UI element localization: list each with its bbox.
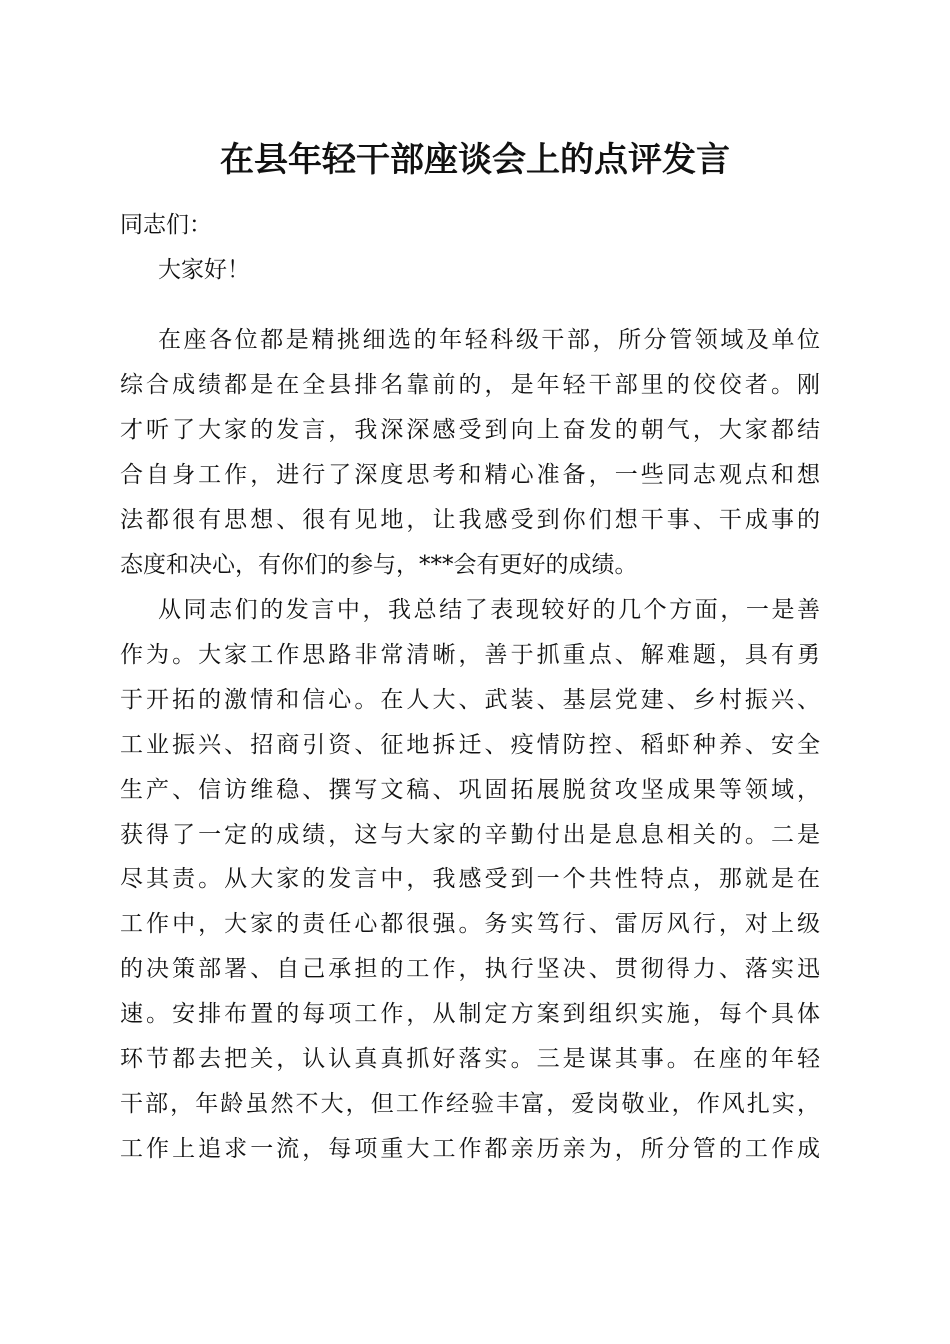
text-line: 才听了大家的发言，我深深感受到向上奋发的朝气，大家都结 [120,416,820,443]
text-line: 工作中，大家的责任心都很强。务实笃行、雷厉风行，对上级 [120,911,820,938]
text-line: 综合成绩都是在全县排名靠前的，是年轻干部里的佼佼者。刚 [120,371,820,398]
text-line: 干部，年龄虽然不大，但工作经验丰富，爱岗敬业，作风扎实， [120,1090,820,1117]
greeting: 大家好！ [158,257,250,283]
text-line: 尽其责。从大家的发言中，我感受到一个共性特点，那就是在 [120,866,820,893]
text-line: 合自身工作，进行了深度思考和精心准备，一些同志观点和想 [120,461,820,488]
document-title: 在县年轻干部座谈会上的点评发言 [220,140,730,180]
text-line: 工作上追求一流，每项重大工作都亲历亲为，所分管的工作成 [120,1135,820,1162]
text-line: 在座各位都是精挑细选的年轻科级干部，所分管领域及单位 [158,327,820,353]
text-line: 生产、信访维稳、撰写文稿、巩固拓展脱贫攻坚成果等领域， [120,776,820,803]
text-line: 作为。大家工作思路非常清晰，善于抓重点、解难题，具有勇 [120,641,820,668]
text-line: 态度和决心，有你们的参与，***会有更好的成绩。 [120,551,638,578]
salutation: 同志们： [120,212,212,238]
text-line: 环节都去把关，认认真真抓好落实。三是谋其事。在座的年轻 [120,1046,820,1072]
text-line: 从同志们的发言中，我总结了表现较好的几个方面，一是善 [158,597,820,623]
text-line: 法都很有思想、很有见地，让我感受到你们想干事、干成事的 [120,506,820,533]
text-line: 速。安排布置的每项工作，从制定方案到组织实施，每个具体 [120,1001,820,1028]
text-line: 的决策部署、自己承担的工作，执行坚决、贯彻得力、落实迅 [120,956,820,983]
text-line: 于开拓的激情和信心。在人大、武装、基层党建、乡村振兴、 [120,686,820,713]
text-line: 获得了一定的成绩，这与大家的辛勤付出是息息相关的。二是 [120,821,820,848]
text-line: 工业振兴、招商引资、征地拆迁、疫情防控、稻虾种养、安全 [120,731,820,758]
